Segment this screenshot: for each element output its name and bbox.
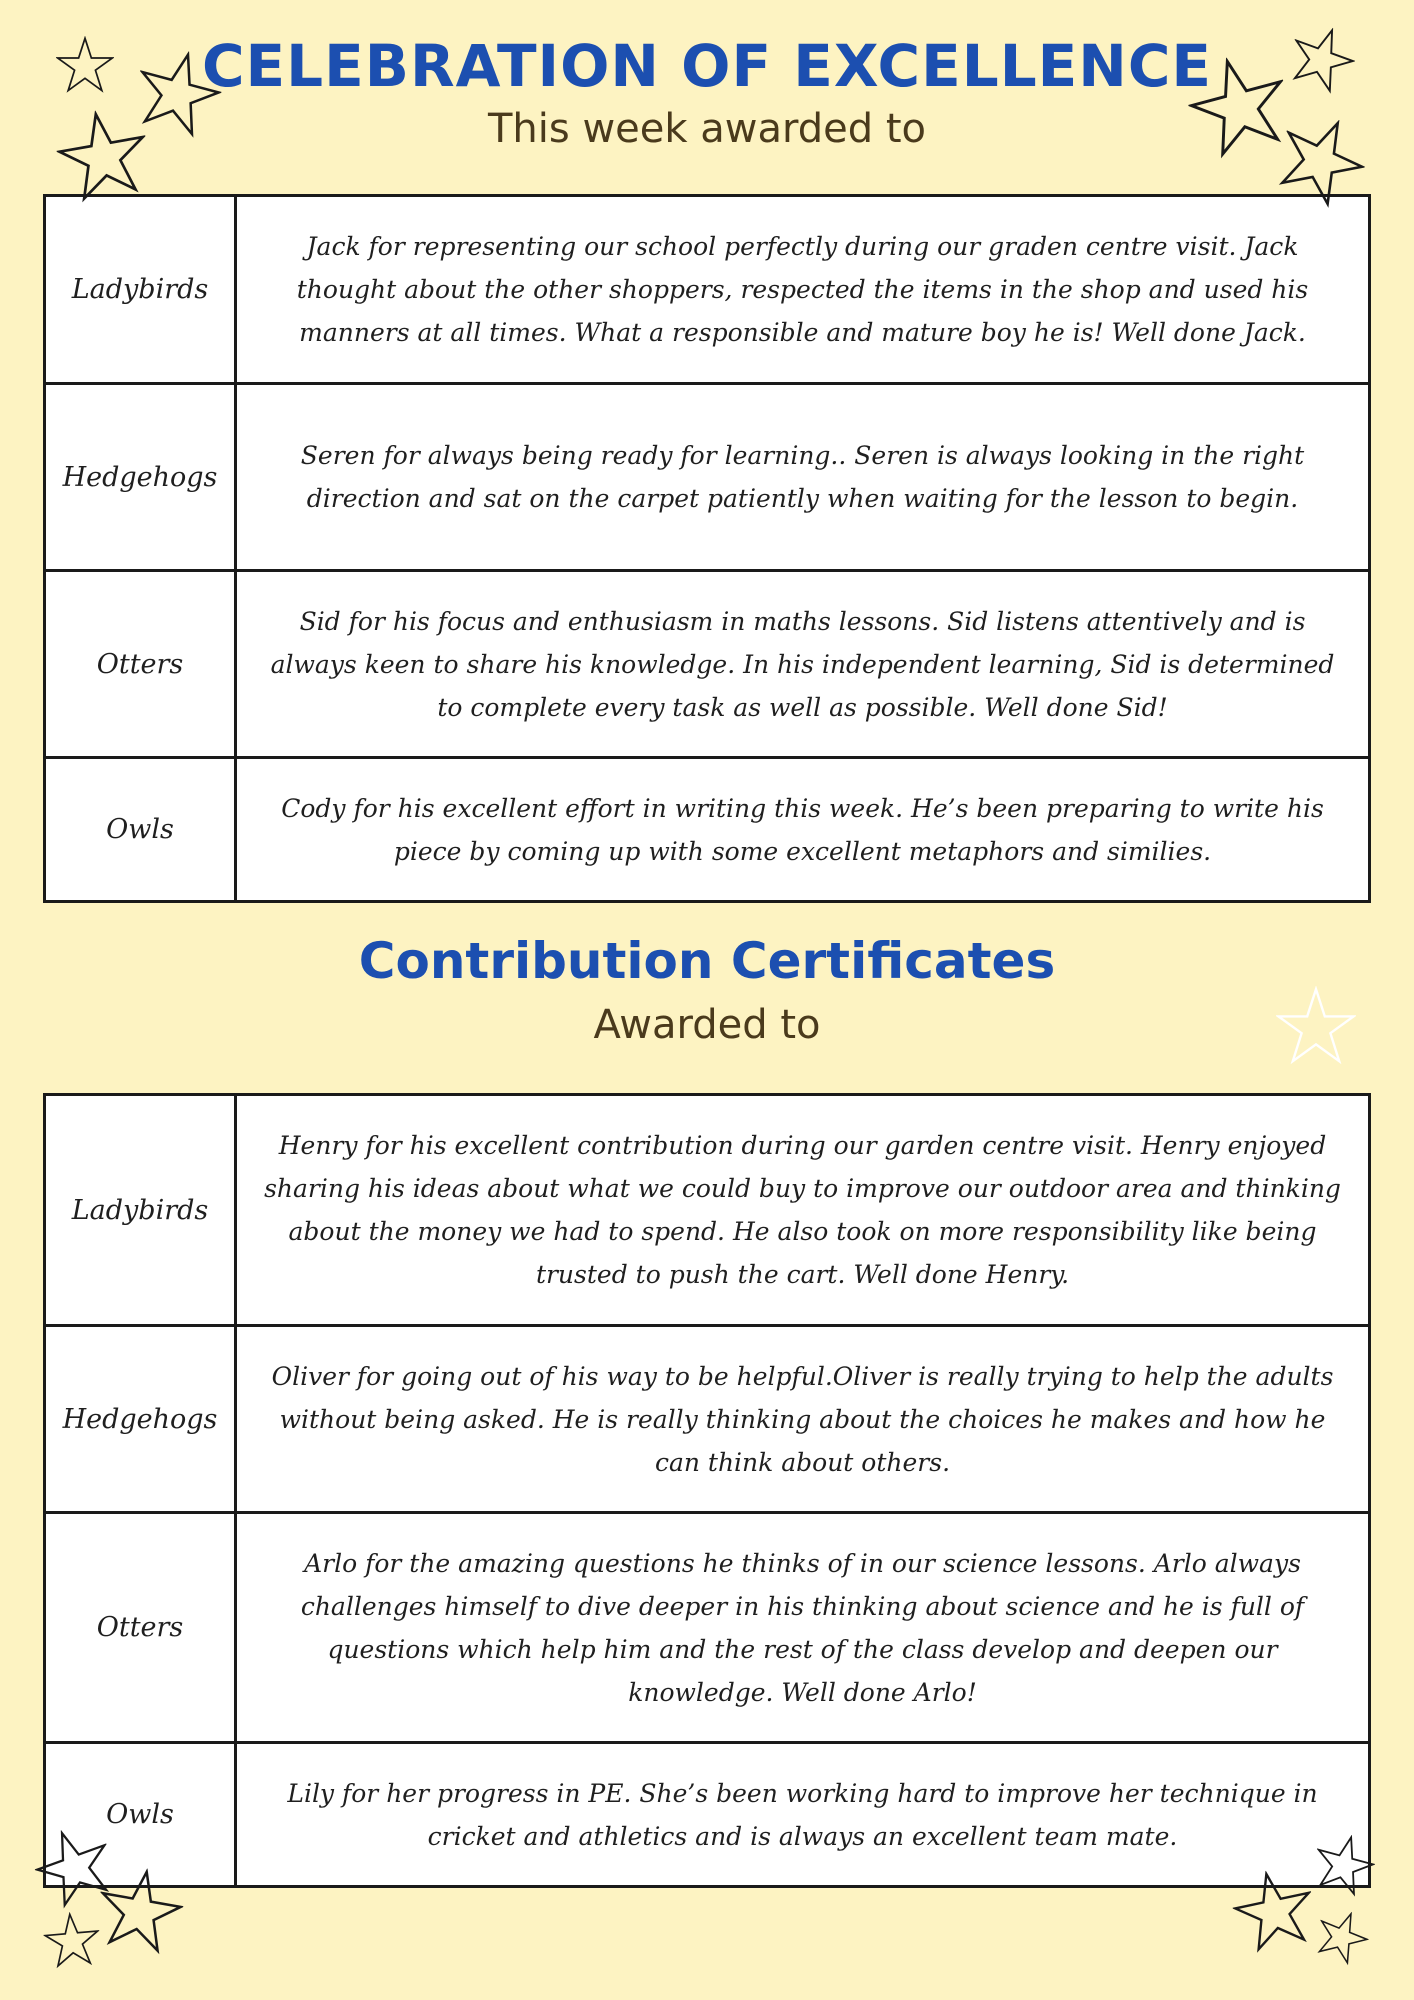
class-name: Ladybirds (45, 196, 236, 384)
star-outline-icon (56, 36, 114, 94)
star-outline-icon (1227, 1863, 1322, 1958)
excellence-subtitle: This week awarded to (487, 106, 926, 152)
contribution-title: Contribution Certificates (358, 932, 1056, 990)
star-outline-icon (42, 1910, 103, 1971)
award-reason: Henry for his excellent contribution during our garden centre visit. Henry enjoyed sharing his ideas about what we could buy to improve our outdoor area and thinking about the money we had to spend. He also took on more responsibility like being trusted to push the cart. Well done Henry. (236, 1095, 1370, 1326)
award-reason: Seren for always being ready for learning.. Seren is always looking in the right direction and sat on the carpet patiently when waiting for the lesson to begin. (236, 384, 1370, 571)
table-row (45, 196, 1370, 384)
table-row (45, 1513, 1370, 1743)
star-outline-icon (91, 1861, 188, 1958)
class-name: Ladybirds (45, 1095, 236, 1326)
award-reason: Sid for his focus and enthusiasm in maths lessons. Sid listens attentively and is always keen to share his knowledge. In his independent learning, Sid is determined to complete every task as well as possible. Well done Sid! (236, 571, 1370, 758)
star-outline-icon (1276, 986, 1356, 1066)
class-name: Hedgehogs (45, 1326, 236, 1513)
award-reason: Arlo for the amazing questions he thinks of in our science lessons. Arlo always challenges himself to dive deeper in his thinking about science and he is full of questions which help him and the rest of the class develop and deepen our knowledge. Well done Arlo! (236, 1513, 1370, 1743)
table-row (45, 1743, 1370, 1887)
award-reason: Cody for his excellent effort in writing this week. He’s been preparing to write his piece by coming up with some excellent metaphors and similies. (236, 758, 1370, 902)
table-row (45, 1326, 1370, 1513)
award-reason: Lily for her progress in PE. She’s been working hard to improve her technique in cricket and athletics and is always an excellent team mate. (236, 1743, 1370, 1887)
award-reason: Oliver for going out of his way to be helpful.Oliver is really trying to help the adults without being asked. He is really thinking about the choices he makes and how he can think about others. (236, 1326, 1370, 1513)
table-row (45, 571, 1370, 758)
class-name: Hedgehogs (45, 384, 236, 571)
table-row (45, 1095, 1370, 1326)
table-row (45, 384, 1370, 571)
contribution-table (43, 1093, 1371, 1888)
award-reason: Jack for representing our school perfectly during our graden centre visit. Jack thought about the other shoppers, respected the items in the shop and used his manners at all times. What a responsible and mature boy he is! Well done Jack. (236, 196, 1370, 384)
class-name: Owls (45, 1743, 236, 1887)
table-row (45, 758, 1370, 902)
class-name: Otters (45, 571, 236, 758)
excellence-table (43, 194, 1371, 903)
class-name: Owls (45, 758, 236, 902)
contribution-subtitle: Awarded to (593, 1002, 821, 1048)
class-name: Otters (45, 1513, 236, 1743)
star-outline-icon (51, 103, 155, 207)
excellence-title: CELEBRATION OF EXCELLENCE (201, 32, 1213, 100)
star-outline-icon (1308, 1902, 1376, 1970)
